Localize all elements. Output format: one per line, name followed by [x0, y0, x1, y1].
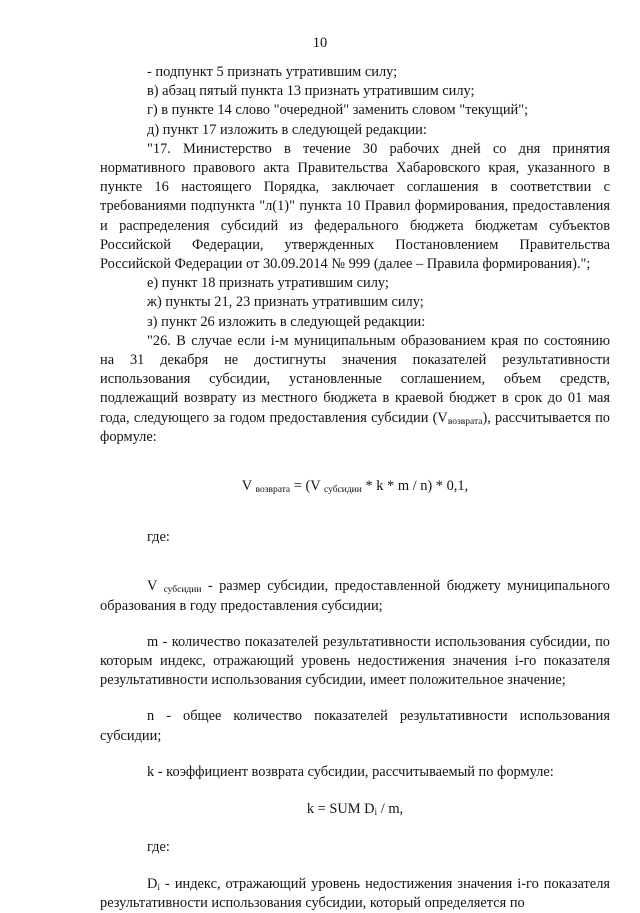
item-v: в) абзац пятый пункта 13 признать утратившим силу; — [147, 83, 475, 100]
formula1-mid: = (V — [290, 478, 324, 495]
formula2-b: / m, — [377, 801, 404, 818]
paragraph-17: "17. Министерство в течение 30 рабочих дней со дня принятия нормативного правового акта Правительства Хабаровского края, указанного в пункте 16 настоящего Порядка, заключает соглашения в соответствии с требованиями подпункта "л(1)" пункта 10 Правил формирования, предоставления и распределения субсидий из федерального бюджета бюджетам субъектов Российской Федерации, утвержденных Постановлением Правительства Российской Федерации от 30.09.2014 № 999 (далее – Правила формирования)."; — [100, 140, 610, 273]
definition-v-subsidy — [100, 577, 610, 615]
formula-return — [100, 477, 610, 496]
item-dash-5: - подпункт 5 признать утратившим силу; — [147, 64, 398, 80]
def-v-text: - размер субсидии, предоставленной бюджету муниципального образования в году предоставления субсидии; — [100, 578, 611, 614]
def-v-sub: субсидии — [163, 585, 202, 596]
p26-end: ), рассчитывается по формуле: — [100, 409, 610, 445]
item-e: е) пункт 18 признать утратившим силу; — [147, 275, 389, 292]
formula1-v: V — [241, 478, 256, 495]
item-d: д) пункт 17 изложить в следующей редакции: — [147, 121, 427, 138]
where-label-1: где: — [147, 529, 170, 546]
definition-m: m - количество показателей результативности использования субсидии, по которым индекс, отражающий уровень недостижения значения i-го показателя результативности использования субсидии, имеет положительное значение; — [100, 633, 610, 689]
definition-n: n - общее количество показателей результативности использования субсидии; — [100, 708, 610, 744]
where-label-2: где: — [147, 839, 170, 856]
def-v-symbol: V — [147, 578, 164, 595]
formula2-a: k = SUM D — [306, 801, 375, 818]
formula1-s-sub: субсидии — [324, 485, 362, 496]
item-g: г) в пункте 14 слово "очередной" заменить словом "текущий"; — [147, 102, 529, 119]
document-body — [100, 63, 610, 913]
formula-k — [100, 800, 610, 819]
p26-text: "26. В случае если i-м муниципальным образованием края по состоянию на 31 декабря не достигнуты значения показателей результативности использования субсидии, установленные соглашением, объем средств, подлежащий возврату из местного бюджета в краевой бюджет в срок до 01 мая года, следующего за годом предоставления субсидии (V — [100, 332, 610, 426]
formula2-sub: i — [374, 808, 378, 819]
formula1-end: * k * m / n) * 0,1, — [361, 478, 469, 495]
item-zh: ж) пункты 21, 23 признать утратившим силу; — [147, 294, 424, 311]
paragraph-26 — [100, 332, 610, 447]
p26-subscript: возврата — [447, 416, 483, 427]
page-number: 10 — [312, 35, 328, 51]
def-d-text: - индекс, отражающий уровень недостижения значения i-го показателя результативности использования субсидии, который определяется по — [100, 875, 610, 911]
item-z: з) пункт 26 изложить в следующей редакции: — [147, 313, 426, 330]
def-d-sub: i — [157, 882, 161, 893]
def-d-symbol: D — [147, 875, 158, 892]
definition-d — [100, 875, 610, 913]
formula1-v-sub: возврата — [255, 485, 291, 496]
definition-k: k - коэффициент возврата субсидии, рассчитываемый по формуле: — [147, 763, 554, 780]
